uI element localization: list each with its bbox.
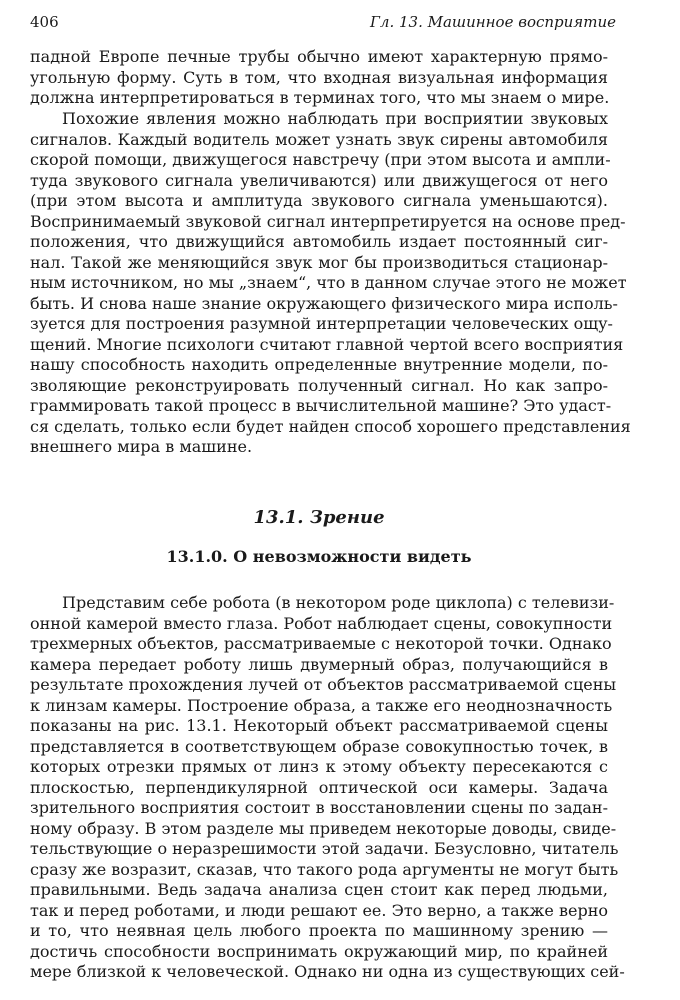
text-line: нал. Такой же меняющийся звук мог бы производиться стационар- (30, 252, 608, 272)
text-line: правильными. Ведь задача анализа сцен стоит как перед людьми, (30, 880, 608, 899)
text-line: граммировать такой процесс в вычислительной машине? Это удаст- (30, 396, 612, 415)
intro-paragraph-1 (30, 47, 608, 109)
text-line: угольную форму. Суть в том, что входная визуальная информация (30, 67, 608, 87)
text-line: ся сделать, только если будет найден способ хорошего представления (30, 416, 631, 436)
text-line: зволяющие реконструировать полученный сигнал. Но как запро- (30, 375, 608, 395)
text-line: к линзам камеры. Построение образа, а также его неоднозначность (30, 695, 613, 715)
text-line: щений. Многие психологи считают главной чертой всего восприятия (30, 334, 624, 354)
text-line: падной Европе печные трубы обычно имеют характерную прямо- (30, 47, 608, 66)
text-line: результате прохождения лучей от объектов рассматриваемой сцены (30, 675, 617, 694)
text-line: скорой помощи, движущегося навстречу (при этом высота и ампли- (30, 150, 611, 169)
text-line: Воспринимаемый звуковой сигнал интерпретируется на основе пред- (30, 211, 626, 231)
text-line: мере близкой к человеческой. Однако ни одна из существующих сей- (30, 962, 625, 981)
page-number: 406 (30, 13, 59, 31)
text-line: камера передает роботу лишь двумерный образ, получающийся в (30, 654, 608, 674)
text-line: (при этом высота и амплитуда звукового сигнала уменьшаются). (30, 191, 608, 210)
section-paragraph-1 (30, 593, 625, 983)
text-line: зуется для построения разумной интерпретации человеческих ощу- (30, 314, 613, 333)
chapter-title: Гл. 13. Машинное восприятие (369, 13, 616, 31)
text-line: трехмерных объектов, рассматриваемые с некоторой точки. Однако (30, 634, 612, 653)
text-line: плоскостью, перпендикулярной оптической оси камеры. Задача (30, 777, 608, 797)
text-line: так и перед роботами, и люди решают ее. Это верно, а также верно (30, 900, 608, 920)
subsection-heading: 13.1.0. О невозможности видеть (166, 547, 472, 566)
text-line: сигналов. Каждый водитель может узнать звук сирены автомобиля (30, 129, 608, 149)
text-line: и то, что неявная цель любого проекта по машинному зрению — (30, 921, 608, 940)
text-line: сразу же возразит, сказав, что такого рода аргументы не могут быть (30, 859, 619, 879)
text-line: показаны на рис. 13.1. Некоторый объект рассматриваемой сцены (30, 716, 608, 735)
text-line: должна интерпретироваться в терминах того, что мы знаем о мире. (30, 88, 610, 107)
text-line: достичь способности воспринимать окружающий мир, по крайней (30, 941, 608, 961)
running-head (30, 10, 616, 34)
text-line: ному образу. В этом разделе мы приведем некоторые доводы, свиде- (30, 818, 617, 838)
text-line: представляется в соответствующем образе совокупностью точек, в (30, 736, 608, 756)
text-line: ным источником, но мы „знаем“, что в данном случае этого не может (30, 273, 627, 292)
text-line: Похожие явления можно наблюдать при восприятии звуковых (62, 109, 608, 128)
text-line: положения, что движущийся автомобиль издает постоянный сиг- (30, 232, 608, 251)
section-heading: 13.1. Зрение (253, 507, 385, 528)
text-line: нашу способность находить определенные внутренние модели, по- (30, 355, 608, 374)
text-line: туда звукового сигнала увеличиваются) или движущегося от него (30, 170, 608, 190)
text-line: внешнего мира в машине. (30, 437, 253, 456)
text-line: тельствующие о неразрешимости этой задачи. Безусловно, читатель (30, 839, 619, 858)
text-line: зрительного восприятия состоит в восстановлении сцены по задан- (30, 798, 608, 817)
text-line: быть. И снова наше знание окружающего физического мира исполь- (30, 293, 618, 313)
text-line: онной камерой вместо глаза. Робот наблюдает сцены, совокупности (30, 613, 613, 633)
text-line: которых отрезки прямых от линз к этому объекту пересекаются с (30, 757, 608, 776)
text-line: Представим себе робота (в некотором роде циклопа) с телевизи- (62, 593, 615, 612)
intro-paragraph-2 (30, 109, 631, 458)
